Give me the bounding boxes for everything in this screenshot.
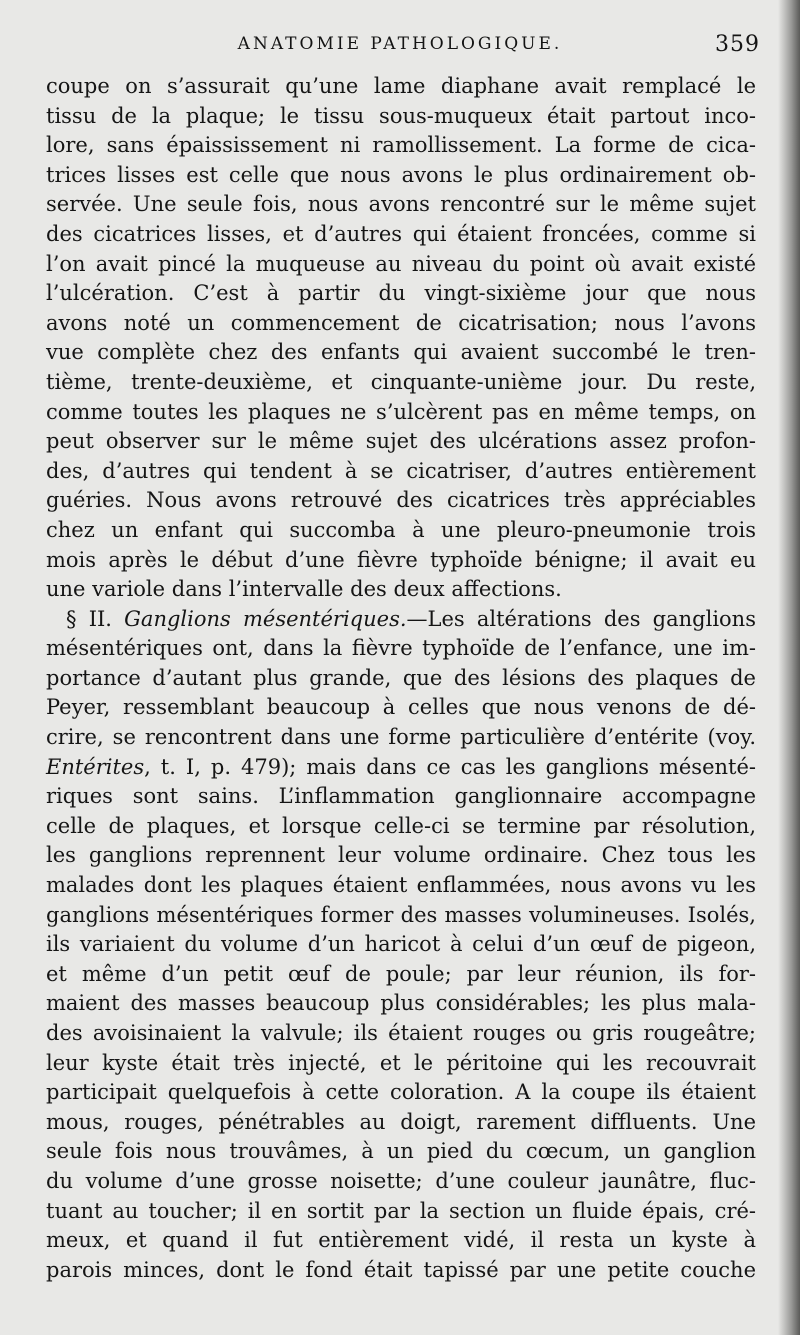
text-line: l’on avait pincé la muqueuse au niveau du point où avait existé — [46, 251, 756, 276]
text-line: tième, trente-deuxième, et cinquante-unième jour. Du reste, — [46, 369, 756, 394]
text-line: Peyer, ressemblant beaucoup à celles que nous venons de dé- — [46, 695, 756, 720]
text-line: chez un enfant qui succomba à une pleuro-pneumonie trois — [46, 517, 756, 542]
text-line: participait quelquefois à cette coloration. A la coupe ils étaient — [46, 1080, 756, 1105]
text-line: celle de plaques, et lorsque celle-ci se termine par résolution, — [46, 813, 756, 838]
text-line: portance d’autant plus grande, que des lésions des plaques de — [46, 665, 756, 690]
section-lead: —Les altérations des ganglions — [406, 606, 756, 631]
text-line: ils variaient du volume d’un haricot à celui d’un œuf de pigeon, — [46, 932, 756, 957]
page-edge-shadow — [778, 0, 800, 1335]
running-head: ANATOMIE PATHOLOGIQUE. — [237, 34, 563, 54]
text-line: une variole dans l’intervalle des deux affections. — [46, 577, 562, 602]
text-line: coupe on s’assurait qu’une lame diaphane avait remplacé le — [46, 74, 756, 98]
section-heading-line — [46, 605, 756, 635]
text-line: crire, se rencontrent dans une forme particulière d’entérite (voy. — [46, 725, 756, 750]
text-line: ganglions mésentériques former des masses volumineuses. Isolés, — [46, 902, 756, 927]
text-line: des cicatrices lisses, et d’autres qui étaient froncées, comme si — [46, 221, 756, 246]
text-line: des avoisinaient la valvule; ils étaient rouges ou gris rougeâtre; — [46, 1021, 756, 1045]
text-line: vue complète chez des enfants qui avaient succombé le tren- — [46, 340, 756, 365]
reference-title: Entérites — [46, 754, 145, 779]
text-line: l’ulcération. C’est à partir du vingt-sixième jour que nous — [46, 281, 756, 306]
text-line: mous, rouges, pénétrables au doigt, rarement diffluents. Une — [46, 1109, 756, 1134]
text-line: parois minces, dont le fond était tapissé par une petite couche — [46, 1257, 756, 1282]
text-line: malades dont les plaques étaient enflammées, nous avons vu les — [46, 873, 756, 898]
reference-line — [46, 753, 756, 783]
text-line: seule fois nous trouvâmes, à un pied du cœcum, un ganglion — [46, 1139, 756, 1164]
text-line: leur kyste était très injecté, et le péritoine qui les recouvrait — [46, 1050, 756, 1075]
text-line: avons noté un commencement de cicatrisation; nous l’avons — [46, 310, 756, 335]
text-line: mésentériques ont, dans la fièvre typhoïde de l’enfance, une im- — [46, 636, 756, 661]
text-line: des, d’autres qui tendent à se cicatriser, d’autres entièrement — [46, 458, 756, 483]
text-line: tissu de la plaque; le tissu sous-muqueux était partout inco- — [46, 103, 756, 128]
text-line: trices lisses est celle que nous avons le plus ordinairement ob- — [46, 162, 756, 187]
text-line: les ganglions reprennent leur volume ordinaire. Chez tous les — [46, 843, 756, 868]
text-line: tuant au toucher; il en sortit par la section un fluide épais, cré- — [46, 1198, 756, 1223]
text-line: servée. Une seule fois, nous avons rencontré sur le même sujet — [46, 192, 756, 217]
reference-rest: , t. I, p. 479); mais dans ce cas les ganglions mésenté- — [144, 754, 756, 779]
text-line: comme toutes les plaques ne s’ulcèrent pas en même temps, on — [46, 399, 756, 424]
text-line: et même d’un petit œuf de poule; par leur réunion, ils for- — [46, 961, 756, 986]
text-line: riques sont sains. L’inflammation ganglionnaire accompagne — [46, 784, 756, 809]
text-line: mois après le début d’une fièvre typhoïde bénigne; il avait eu — [46, 547, 756, 572]
text-line: du volume d’une grosse noisette; d’une couleur jaunâtre, fluc- — [46, 1168, 756, 1193]
section-title: Ganglions mésentériques. — [124, 606, 407, 631]
text-line: peut observer sur le même sujet des ulcérations assez profon- — [46, 429, 756, 454]
text-line: guéries. Nous avons retrouvé des cicatrices très appréciables — [46, 488, 756, 513]
body-text — [46, 72, 756, 1285]
text-line: lore, sans épaississement ni ramollissement. La forme de cica- — [46, 133, 756, 158]
page-header — [40, 30, 760, 60]
text-line: maient des masses beaucoup plus considérables; les plus mala- — [46, 991, 756, 1016]
section-prefix: § II. — [66, 606, 125, 631]
page-number: 359 — [715, 32, 760, 57]
text-line: meux, et quand il fut entièrement vidé, il resta un kyste à — [46, 1228, 756, 1253]
